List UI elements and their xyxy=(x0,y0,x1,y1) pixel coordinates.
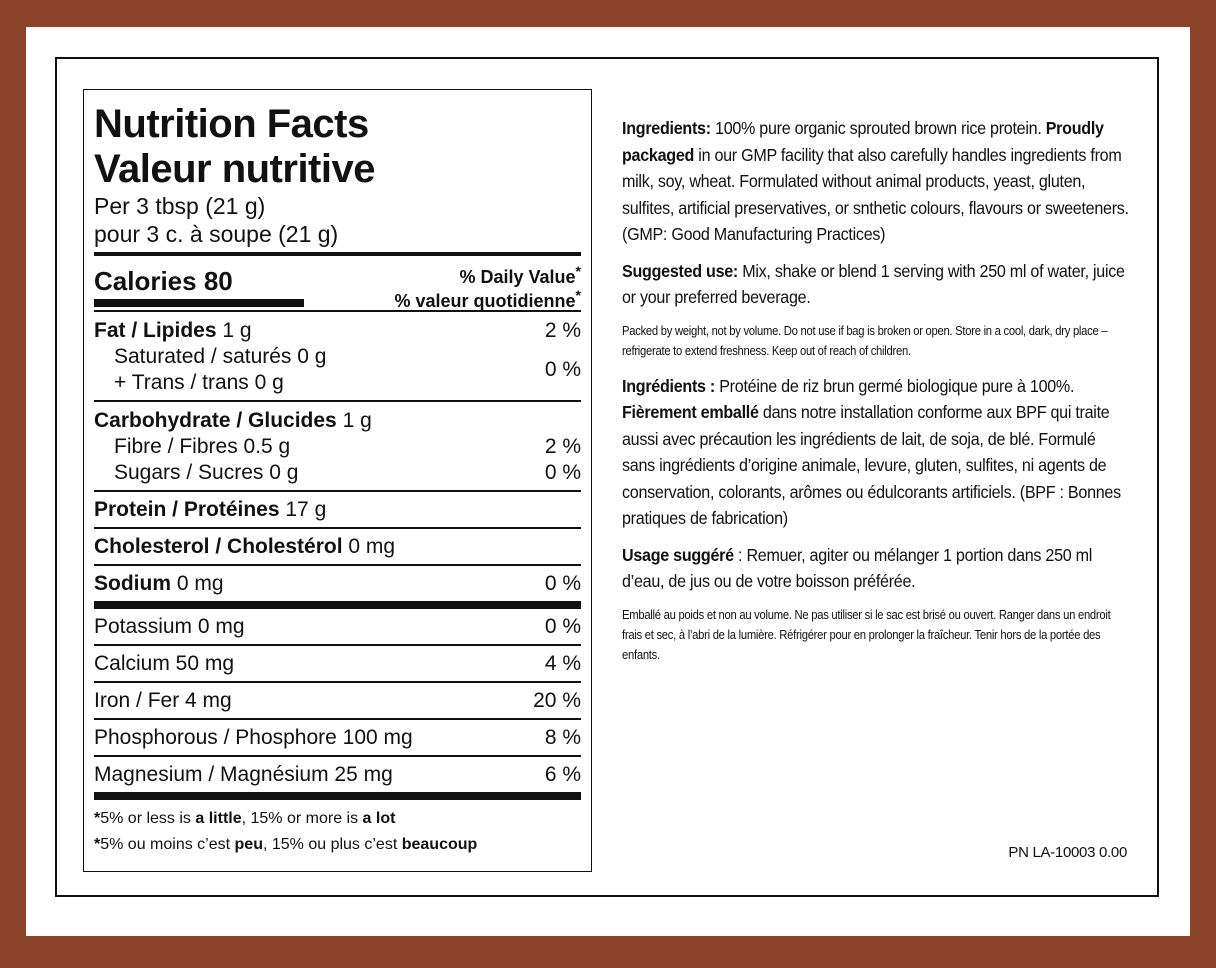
title-en: Nutrition Facts xyxy=(94,102,369,146)
vitamin-dv: 4 % xyxy=(544,651,581,675)
fat-row xyxy=(94,318,581,344)
cholesterol-amount: 0 mg xyxy=(342,534,396,558)
vitamin-label: Iron / Fer 4 mg xyxy=(94,688,232,712)
suggested-use-fr-text: : Remuer, agiter ou mélanger 1 portion dans 250 ml d’eau, de jus ou de votre boisson préférée. xyxy=(622,544,1093,591)
protein-row xyxy=(94,492,581,527)
footnote-text: , 15% or more is xyxy=(241,810,363,827)
packaged-en-label: Proudly packaged xyxy=(622,118,1104,165)
suggested-use-en-label: Suggested use: xyxy=(622,260,739,281)
ingredients-fr-text: Protéine de riz brun germé biologique pure à 100%. xyxy=(715,375,1075,396)
label-frame xyxy=(55,57,1159,897)
ingredients-en-text: 100% pure organic sprouted brown rice protein. xyxy=(710,118,1046,138)
vitamin-label: Calcium 50 mg xyxy=(94,651,235,675)
ingredients-en xyxy=(622,115,1130,248)
dv-mark-en: * xyxy=(575,263,581,279)
protein-label: Protein / Protéines xyxy=(94,497,280,521)
sugars-row xyxy=(94,460,581,486)
footnote-fr xyxy=(94,832,581,858)
footnote-bold: a little xyxy=(195,810,242,827)
calories-bar xyxy=(94,299,304,307)
carb-group xyxy=(94,402,581,490)
footnote-bold: peu xyxy=(234,836,263,853)
vitamin-row xyxy=(94,720,581,755)
vitamin-row xyxy=(94,683,581,718)
vitamin-dv: 6 % xyxy=(544,762,581,786)
calories-label: Calories 80 xyxy=(94,266,233,296)
vitamin-label: Potassium 0 mg xyxy=(94,614,245,638)
suggested-use-fr-label: Usage suggéré xyxy=(622,544,734,565)
footnote-text: 5% or less is xyxy=(100,810,196,827)
suggested-use-en xyxy=(622,258,1130,311)
sodium-amount: 0 mg xyxy=(171,571,224,595)
storage-note-en: Packed by weight, not by volume. Do not use if bag is broken or open. Store in a cool, dark, dry place – refrigerate to extend freshness. Keep out of reach of children. xyxy=(622,323,1108,358)
part-number: PN LA-10003 0.00 xyxy=(1008,844,1127,861)
footnote-text: 5% ou moins c’est xyxy=(100,836,235,853)
sodium-row xyxy=(94,566,581,601)
divider-heavy xyxy=(94,601,581,609)
calories-row xyxy=(94,256,581,310)
sat-trans-row xyxy=(94,344,581,396)
daily-value-heading xyxy=(395,262,581,310)
footnote xyxy=(94,800,581,858)
storage-note-fr: Emballé au poids et non au volume. Ne pas utiliser si le sac est brisé ou ouvert. Ranger dans un endroit frais et sec, à l’abri de la lumière. Réfrigérer pour en prolonger la fraîcheur. Tenir hors de la portée des enfants. xyxy=(622,607,1111,662)
sodium-dv: 0 % xyxy=(544,571,581,595)
sodium-label: Sodium xyxy=(94,571,171,595)
vitamin-label: Magnesium / Magnésium 25 mg xyxy=(94,762,393,786)
suggested-use-fr xyxy=(622,542,1130,595)
carb-label: Carbohydrate / Glucides xyxy=(94,409,337,432)
dv-fr: % valeur quotidienne xyxy=(394,291,576,311)
label-text-column xyxy=(622,115,1132,677)
vitamin-dv: 20 % xyxy=(533,688,581,712)
fat-dv: 2 % xyxy=(544,319,581,342)
divider-heavy xyxy=(94,792,581,800)
sat-trans-dv: 0 % xyxy=(544,358,581,381)
vitamin-row xyxy=(94,646,581,681)
dv-en: % Daily Value xyxy=(459,267,576,287)
vitamin-dv: 0 % xyxy=(544,614,581,638)
saturated-label: Saturated / saturés 0 g xyxy=(114,345,327,368)
vitamin-dv: 8 % xyxy=(544,725,581,749)
dv-mark-fr: * xyxy=(575,287,581,303)
footnote-bold: beaucoup xyxy=(401,836,478,853)
packaged-fr-text: dans notre installation conforme aux BPF qui traite aussi avec précaution les ingrédients de lait, de soja, de blé. Formulé sans ingrédients d’origine animale, levure, gluten, sulfites, ni agents de conservation, colorants, arômes ou édulcorants artificiels. (BPF : Bonnes pratiques de fabrication) xyxy=(622,402,1121,528)
packaged-en-text: in our GMP facility that also carefully handles ingredients from milk, soy, wheat. Formulated without animal products, yeast, gluten, sulfites, artificial preservatives, or snthetic colours, flavours or sweeteners. (GMP: Good Manufacturing Practices) xyxy=(622,144,1129,244)
footnote-text: , 15% ou plus c’est xyxy=(262,836,402,853)
carb-row xyxy=(94,408,581,434)
fibre-dv: 2 % xyxy=(544,435,581,458)
protein-amount: 17 g xyxy=(279,497,327,521)
footnote-star: * xyxy=(94,810,101,827)
footnote-en xyxy=(94,806,581,832)
vitamin-row xyxy=(94,609,581,644)
footnote-bold: a lot xyxy=(362,810,396,827)
fat-label: Fat / Lipides xyxy=(94,319,217,342)
ingredients-fr-label: Ingrédients : xyxy=(622,375,716,396)
nutrition-facts-table xyxy=(83,89,592,872)
ingredients-fr xyxy=(622,373,1130,532)
fat-group xyxy=(94,312,581,400)
fibre-label: Fibre / Fibres 0.5 g xyxy=(114,435,291,458)
suggested-use-en-text: Mix, shake or blend 1 serving with 250 ml of water, juice or your preferred beverage. xyxy=(622,260,1125,307)
carb-amount: 1 g xyxy=(336,409,372,432)
ingredients-en-label: Ingredients: xyxy=(622,118,711,138)
trans-label: + Trans / trans 0 g xyxy=(114,371,284,394)
vitamin-label: Phosphorous / Phosphore 100 mg xyxy=(94,725,413,749)
label-page xyxy=(26,27,1190,936)
cholesterol-label: Cholesterol / Cholestérol xyxy=(94,534,343,558)
packaged-fr-label: Fièrement emballé xyxy=(622,402,759,422)
footnote-star: * xyxy=(94,836,101,853)
vitamin-row xyxy=(94,757,581,792)
sugars-label: Sugars / Sucres 0 g xyxy=(114,461,299,484)
serving-en: Per 3 tbsp (21 g) xyxy=(94,193,266,219)
fibre-row xyxy=(94,434,581,460)
cholesterol-row xyxy=(94,529,581,564)
serving-fr: pour 3 c. à soupe (21 g) xyxy=(94,221,339,247)
title-fr: Valeur nutritive xyxy=(94,147,375,191)
sugars-dv: 0 % xyxy=(544,461,581,484)
fat-amount: 1 g xyxy=(216,319,252,342)
